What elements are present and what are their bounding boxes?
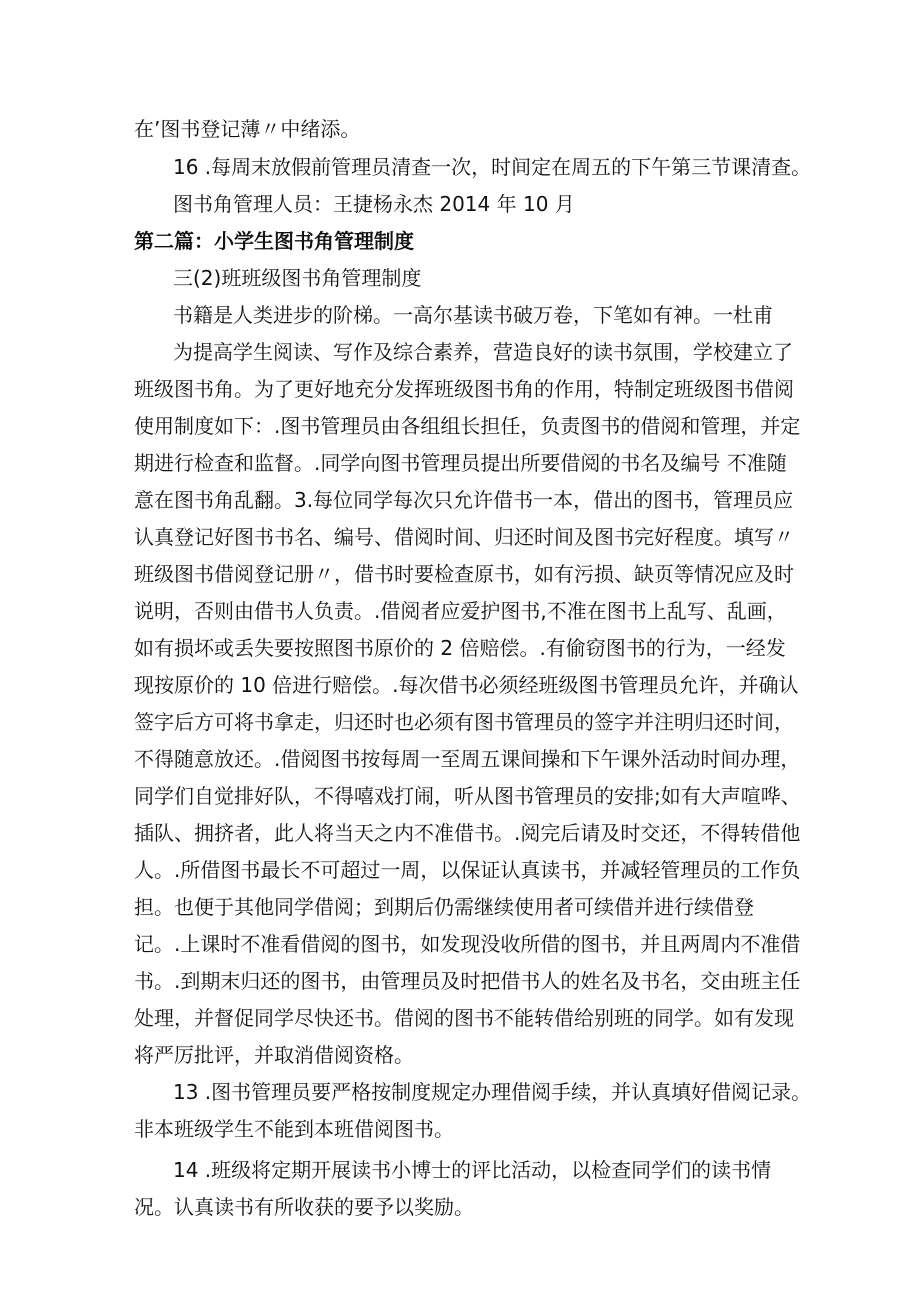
text-line: 记。.上课时不准看借阅的图书，如发现没收所借的图书，并且两周内不准借: [134, 932, 801, 956]
text-line: 14 .班级将定期开展读书小博士的评比活动，以检查同学们的读书情: [173, 1158, 772, 1182]
text-line: 在’图书登记薄〃中绪添。: [134, 117, 361, 141]
text-line: 同学们自觉排好队，不得嘻戏打闹，听从图书管理员的安排;如有大声喧哗、: [134, 784, 801, 808]
text-line: 况。认真读书有所收获的要予以奖励。: [134, 1195, 474, 1219]
text-line: 期进行检查和监督。.同学向图书管理员提出所要借阅的书名及编号 不准随: [134, 451, 787, 475]
text-line: 人。.所借图书最长不可超过一周，以保证认真读书，并减轻管理员的工作负: [134, 858, 801, 882]
text-line: 签字后方可将书拿走，归还时也必须有图书管理员的签字并注明归还时间，: [134, 710, 794, 734]
text-line: 将严厉批评，并取消借阅资格。: [134, 1043, 414, 1067]
text-line: 16 .每周末放假前管理员清查一次，时间定在周五的下午第三节课清查。: [173, 155, 812, 179]
text-line: 图书角管理人员：王捷杨永杰 2014 年 10 月: [173, 192, 575, 216]
text-line: 担。也便于其他同学借阅；到期后仍需继续使用者可续借并进行续借登: [134, 895, 754, 919]
text-line: 书籍是人类进步的阶梯。一高尔基读书破万卷，下笔如有神。一杜甫: [173, 303, 773, 327]
text-line: 不得随意放还。.借阅图书按每周一至周五课间操和下午课外活动时间办理，: [134, 747, 801, 771]
text-line: 插队、拥挤者，此人将当天之内不准借书。.阅完后请及时交还，不得转借他: [134, 821, 801, 845]
text-line: 书。.到期末归还的图书，由管理员及时把借书人的姓名及书名，交由班主任: [134, 969, 801, 993]
text-line: 现按原价的 10 倍进行赔偿。.每次借书必须经班级图书管理员允许，并确认: [134, 673, 799, 697]
text-line: 班级图书角。为了更好地充分发挥班级图书角的作用，特制定班级图书借阅: [134, 377, 794, 401]
text-line: 处理，并督促同学尽快还书。借阅的图书不能转借给别班的同学。如有发现: [134, 1006, 794, 1030]
text-line: 认真登记好图书书名、编号、借阅时间、归还时间及图书完好程度。填写〃: [134, 525, 794, 549]
text-line: 为提高学生阅读、写作及综合素养，营造良好的读书氛围，学校建立了: [173, 340, 793, 364]
text-line: 意在图书角乱翻。3.每位同学每次只允许借书一本，借出的图书，管理员应: [134, 488, 794, 512]
text-line: 班级图书借阅登记册〃，借书时要检查原书，如有污损、缺页等情况应及时: [134, 562, 794, 586]
text-line: 如有损坏或丢失要按照图书原价的 2 倍赔偿。.有偷窃图书的行为，一经发: [134, 636, 786, 660]
section-heading: 第二篇：小学生图书角管理制度: [134, 229, 414, 253]
text-line: 非本班级学生不能到本班借阅图书。: [134, 1117, 454, 1141]
text-line: 使用制度如下：.图书管理员由各组组长担任，负责图书的借阅和管理，并定: [134, 414, 801, 438]
text-line: 13 .图书管理员要严格按制度规定办理借阅手续，并认真填好借阅记录。: [173, 1080, 812, 1104]
text-line: 三(2)班班级图书角管理制度: [173, 266, 422, 290]
text-line: 说明，否则由借书人负责。.借阅者应爱护图书,不准在图书上乱写、乱画，: [134, 599, 787, 623]
